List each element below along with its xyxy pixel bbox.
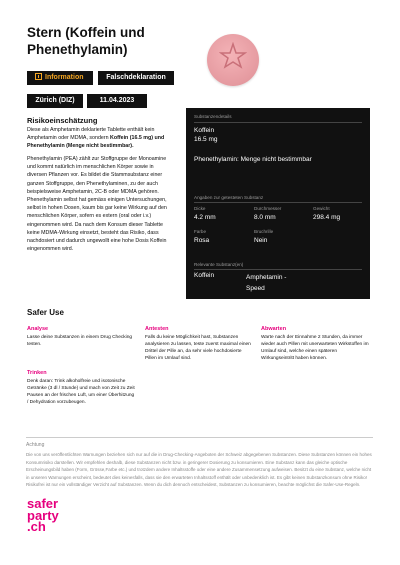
place-tag: Zürich (DIZ) (27, 94, 83, 108)
safer-use-heading: Safer Use (27, 308, 64, 317)
thickness-value: 4.2 mm (194, 214, 216, 221)
substance-2: Phenethylamin: Menge nicht bestimmbar (194, 156, 312, 163)
substance-panel (186, 108, 370, 299)
info-tag (27, 71, 93, 85)
weight-value: 298.4 mg (313, 214, 341, 221)
diameter-value: 8.0 mm (254, 214, 276, 221)
trinken-heading: Trinken (27, 370, 47, 376)
substance-1-amount: 16.5 mg (194, 136, 218, 143)
analyse-text: Lasse deine Substanzen in einem Drug Checking testen. (27, 335, 133, 347)
info-icon (35, 73, 42, 80)
color-value: Rosa (194, 237, 210, 244)
warning-text: Die von uns veröffentlichten Warnungen beziehen sich nur auf die in Drug-Checking-Angeboten der Schweiz abgegebenen Substanzen. Diese Substanzen können ein hohes Konsumrisiko darstellen. Wir empfehlen deshalb, diese Substanzen nicht bzw. in geringerer Dosierung zu konsumieren. Eine Substanz kann das gleiche optische Erscheinungsbild haben (Form, Grösse,Farbe etc.) und trotzdem andere Inhaltsstoffe oder eine andere Zusammensetzung aufweisen. Besitzt du eine Substanz, welche nicht in unseren Warnungen erscheint, bedeutet dies keinesfalls, dass sie den erwarteten Inhaltsstoff enthält oder unbedenklich ist. Es gibt keinen Substanzkonsum ohne Risiko! Risikofrei ist nur ein vollständiger Verzicht auf Substanzen. Wenn du dich dennoch entscheidest, Substanzen zu konsumieren, beachte möglichst die Safer-Use-Regeln. (26, 452, 372, 487)
substances-label: Substanzendetails (194, 114, 232, 119)
risk-paragraph-1-bold: Koffein (16.5 mg) und Phenethylamin (Menge nicht bestimmbar). (27, 135, 165, 150)
type-tag: Falschdeklaration (98, 71, 174, 85)
antesten-text: Falls du keine Möglichkeit hast, Substanzen analysieren zu lassen, teste zuerst maximal einen Drittel der Pille an, da sehr viele hochdosierte Pillen im Umlauf sind. (145, 335, 251, 361)
thickness-label: Dicke (194, 206, 206, 211)
relevant-1: Koffein (194, 272, 215, 279)
logo-line-3: .ch (27, 519, 46, 534)
risk-paragraph-2: Phenethylamin (PEA) zählt zur Stoffgruppe der Monoamine und kommt natürlich im menschlichen Körper sowie in diversen Pflanzen vor. Es bildet die Stammsubstanz einer ganzen Stoffgruppe, den Phenethylaminen, zu der auch beispielsweise Amphetamin, 2C-B oder MDMA gehören. Phenethylamin selbst hat gemäss einigen Untersuchungen, selbst in hohen Dosen, kaum bis gar keine Wirkung auf den menschlichen Körper, sofern es extern (oral oder i.v.) eingenommen wird. Da nach dem Konsum dieser Tablette keine MDMA-Wirkung einsetzt, besteht das Risiko, dass nachdosiert und dadurch ungewollt eine hohe Dosis Koffein eingenommen wird. (27, 156, 167, 253)
abwarten-text: Warte nach der Einnahme 2 Stunden, da immer wieder auch Pillen mit unerwarteten Wirkstoffen im Umlauf sind, welche einen späteren Wirkungseintritt haben können. (261, 335, 369, 361)
divider (194, 269, 362, 270)
page-title: Stern (Koffein und Phenethylamin) (27, 25, 145, 57)
logo-line-2: party (27, 507, 59, 523)
risk-paragraph-1 (27, 126, 170, 151)
risk-heading: Risikoeinschätzung (27, 116, 98, 125)
pill-image (207, 34, 259, 86)
color-label: Farbe (194, 229, 207, 234)
divider (194, 122, 362, 123)
saferparty-logo[interactable] (27, 498, 59, 533)
warning-box (26, 437, 373, 489)
info-tag-label: Information (45, 74, 84, 81)
abwarten-heading: Abwarten (261, 326, 287, 332)
risk-paragraph-1-plain: Diese als Amphetamin deklarierte Tablette enthält kein Amphetamin oder MDMA, sondern (27, 127, 155, 142)
analyse-heading: Analyse (27, 326, 49, 332)
logo-line-1: safer (27, 496, 59, 511)
relevant-2: Amphetamin - Speed (246, 274, 287, 292)
score-value: Nein (254, 237, 268, 244)
weight-label: Gewicht (313, 206, 330, 211)
relevant-label: Relevante Substanz(en) (194, 262, 244, 267)
trinken-text: Denk daran: Trink alkoholfreie und isotonische Getränke (3 dl / Stunde) und mach von Zeit zu Zeit Pausen an der frischen Luft, um einer Überhitzung / Dehydration vorzubeugen. (27, 379, 135, 405)
warning-heading: Achtung (26, 442, 45, 448)
score-label: Bruchrille (254, 229, 274, 234)
date-tag: 11.04.2023 (87, 94, 147, 108)
star-icon (219, 42, 247, 70)
substance-1-name: Koffein (194, 127, 215, 134)
antesten-heading: Antesten (145, 326, 169, 332)
diameter-label: Durchmesser (254, 206, 282, 211)
divider (194, 202, 362, 203)
measured-label: Angaben zur getesteten Substanz (194, 195, 264, 200)
